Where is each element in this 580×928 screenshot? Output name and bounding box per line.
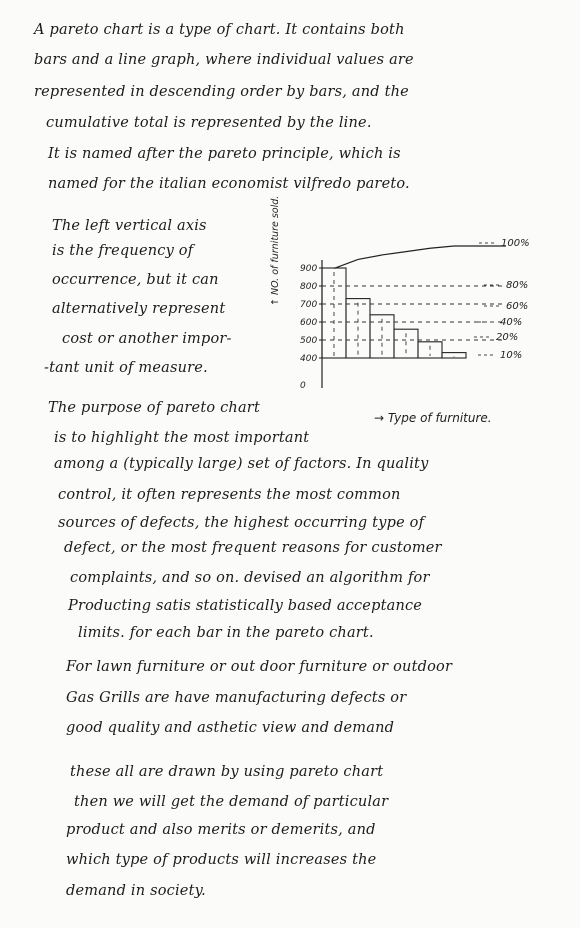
paragraph-3-line-8: demand in society. — [66, 883, 206, 899]
y-axis-title: ↑ NO. of furniture sold. — [270, 195, 281, 306]
paragraph-3-line-5: then we will get the demand of particular — [74, 794, 389, 810]
side-text-line-3: occurrence, but it can — [52, 272, 219, 288]
y-tick-label: 700 — [300, 300, 318, 310]
paragraph-2-line-3: among a (typically large) set of factors. In quality — [54, 456, 429, 472]
paragraph-2-line-8: Producting satis statistically based acceptance — [68, 598, 423, 614]
percent-label: 10% — [500, 350, 523, 361]
x-axis-title: → Type of furniture. — [374, 411, 492, 425]
percent-label: 20% — [496, 332, 519, 343]
y-tick-label: 0 — [300, 381, 306, 391]
percent-label: 80% — [506, 280, 529, 291]
cumulative-line — [334, 246, 506, 268]
paragraph-2-line-1: The purpose of pareto chart — [48, 400, 260, 416]
y-tick-label: 900 — [300, 264, 318, 274]
paragraph-2-line-7: complaints, and so on. devised an algorithm for — [70, 570, 430, 586]
paragraph-3-line-3: good quality and asthetic view and demand — [66, 720, 395, 736]
paragraph-1-line-5: It is named after the pareto principle, which is — [48, 146, 401, 162]
paragraph-3-line-1: For lawn furniture or out door furniture or outdoor — [66, 659, 453, 675]
y-tick-label: 600 — [300, 318, 318, 328]
paragraph-3-line-7: which type of products will increases the — [66, 852, 377, 868]
percent-label: 100% — [501, 238, 530, 249]
percent-label: 40% — [500, 317, 523, 328]
paragraph-2-line-5: sources of defects, the highest occurring type of — [58, 515, 425, 531]
side-text-line-1: The left vertical axis — [52, 218, 207, 234]
paragraph-3-line-2: Gas Grills are have manufacturing defects or — [66, 690, 407, 706]
y-tick-label: 400 — [300, 354, 318, 364]
side-text-line-5: cost or another impor- — [62, 331, 232, 347]
side-text-line-4: alternatively represent — [52, 301, 226, 317]
paragraph-2-line-9: limits. for each bar in the pareto chart. — [78, 625, 374, 641]
paragraph-2-line-6: defect, or the most frequent reasons for customer — [64, 540, 442, 556]
paragraph-1-line-2: bars and a line graph, where individual values are — [34, 52, 414, 68]
paragraph-1-line-4: cumulative total is represented by the line. — [46, 115, 372, 131]
bar — [442, 353, 466, 358]
y-tick-label: 500 — [300, 336, 318, 346]
y-tick-label: 800 — [300, 282, 318, 292]
side-text-line-2: is the frequency of — [52, 243, 194, 259]
pareto-chart — [256, 195, 556, 425]
paragraph-1-line-6: named for the italian economist vilfredo pareto. — [48, 176, 410, 192]
paragraph-1-line-3: represented in descending order by bars, and the — [34, 84, 409, 100]
paragraph-2-line-4: control, it often represents the most common — [58, 487, 401, 503]
paragraph-3-line-6: product and also merits or demerits, and — [66, 822, 376, 838]
paragraph-2-line-2: is to highlight the most important — [54, 430, 310, 446]
side-text-line-6: -tant unit of measure. — [44, 360, 208, 376]
paragraph-3-line-4: these all are drawn by using pareto chart — [70, 764, 384, 780]
percent-label: 60% — [506, 301, 529, 312]
paragraph-1-line-1: A pareto chart is a type of chart. It contains both — [34, 22, 405, 38]
